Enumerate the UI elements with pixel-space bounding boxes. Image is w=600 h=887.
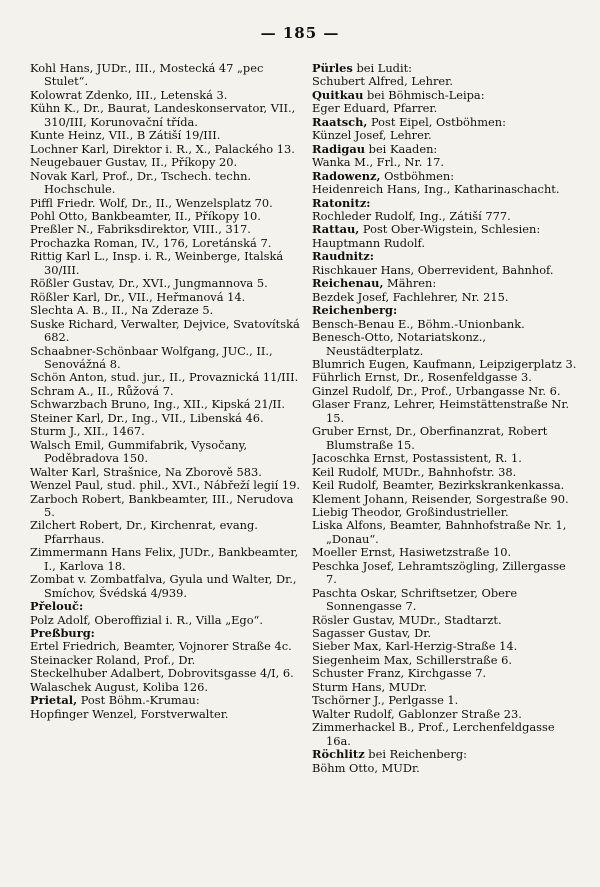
directory-entry: Klement Johann, Reisender, Sorgestraße 90.: [312, 491, 569, 506]
town-heading: [312, 250, 580, 263]
town-name: Ratonitz:: [312, 195, 371, 210]
directory-entry: Steiner Karl, Dr., Ing., VII., Libenská 46.: [30, 410, 264, 425]
town-heading: [312, 143, 580, 156]
directory-entry: Polz Adolf, Oberoffizial i. R., Villa „Ego“.: [30, 612, 264, 627]
directory-entry: Schaabner-Schönbaar Wolfgang, JUC., II., Senovážná 8.: [30, 343, 273, 371]
town-name: Reichenau,: [312, 276, 384, 291]
directory-entry: Steinacker Roland, Prof., Dr.: [30, 652, 196, 667]
right-column: [312, 62, 580, 875]
directory-entry: Novak Karl, Prof., Dr., Tschech. techn. Hochschule.: [30, 168, 252, 197]
directory-entry: Zombat v. Zombatfalva, Gyula und Walter, Dr., Smíchov, Švédská 4/939.: [30, 572, 297, 600]
directory-entry: Pohl Otto, Bankbeamter, II., Příkopy 10.: [30, 208, 261, 223]
directory-entry: Walter Karl, Strašnice, Na Zborově 583.: [30, 464, 262, 479]
directory-entry: Keil Rudolf, Beamter, Bezirkskrankenkassa.: [312, 478, 565, 493]
town-suffix: Post Eipel, Ostböhmen:: [367, 114, 506, 129]
directory-entry: Piffl Friedr. Wolf, Dr., II., Wenzelsplatz 70.: [30, 195, 273, 210]
town-name: Pürles: [312, 62, 353, 75]
directory-entry: Tschörner J., Perlgasse 1.: [312, 693, 459, 708]
directory-entry: Gruber Ernst, Dr., Oberfinanzrat, Robert Blumstraße 15.: [312, 424, 548, 452]
directory-entry: Kühn K., Dr., Baurat, Landeskonservator, VII., 310/III, Korunovační třída.: [30, 101, 296, 129]
directory-entry: Rittig Karl L., Insp. i. R., Weinberge, Italská 30/III.: [30, 249, 284, 277]
town-name: Rattau,: [312, 222, 360, 237]
directory-entry: Ginzel Rudolf, Dr., Prof., Urbangasse Nr. 6.: [312, 383, 561, 398]
directory-entry: Wanka M., Frl., Nr. 17.: [312, 155, 445, 170]
town-suffix: bei Ludit:: [352, 62, 413, 75]
directory-entry: Rößler Karl, Dr., VII., Heřmanová 14.: [30, 289, 246, 304]
directory-entry: Schön Anton, stud. jur., II., Provaznická 11/III.: [30, 370, 299, 385]
directory-entry: Preßler N., Fabriksdirektor, VIII., 317.: [30, 222, 251, 237]
town-name: Raatsch,: [312, 114, 368, 129]
town-heading: [312, 304, 580, 317]
directory-entry: Keil Rudolf, MUDr., Bahnhofstr. 38.: [312, 464, 517, 479]
directory-entry: Moeller Ernst, Hasiwetzstraße 10.: [312, 545, 512, 560]
directory-entry: Heidenreich Hans, Ing., Katharinaschacht.: [312, 182, 560, 197]
directory-entry: Neugebauer Gustav, II., Příkopy 20.: [30, 155, 238, 170]
directory-entry: Bensch-Benau E., Böhm.-Unionbank.: [312, 316, 525, 331]
directory-entry: Bezdek Josef, Fachlehrer, Nr. 215.: [312, 289, 509, 304]
town-name: Přelouč:: [30, 599, 84, 614]
town-name: Quitkau: [312, 87, 364, 102]
directory-entry: Walter Rudolf, Gablonzer Straße 23.: [312, 706, 522, 721]
town-heading: [312, 62, 580, 75]
page-number: — 185 —: [260, 24, 340, 42]
directory-entry: Zimmermann Hans Felix, JUDr., Bankbeamter, I., Karlova 18.: [30, 545, 299, 573]
left-column: [30, 62, 300, 875]
town-name: Raudnitz:: [312, 249, 374, 264]
directory-entry: Zimmerhackel B., Prof., Lerchenfeldgasse 16a.: [312, 720, 555, 748]
directory-entry: Benesch-Otto, Notariatskonz., Neustädterplatz.: [312, 330, 487, 358]
town-heading: [312, 197, 580, 210]
directory-entry: Sagasser Gustav, Dr.: [312, 626, 432, 641]
directory-entry: Sturm J., XII., 1467.: [30, 424, 145, 439]
directory-entry: Zarboch Robert, Bankbeamter, III., Nerudova 5.: [30, 491, 294, 519]
directory-entry: Ertel Friedrich, Beamter, Vojnorer Straße 4c.: [30, 639, 292, 654]
directory-entry: Sturm Hans, MUDr.: [312, 679, 427, 694]
town-suffix: bei Böhmisch-Leipa:: [363, 87, 485, 102]
directory-entry: Sieber Max, Karl-Herzig-Straße 14.: [312, 639, 518, 654]
directory-entry: Kohl Hans, JUDr., III., Mostecká 47 „pec Stulet“.: [30, 62, 264, 89]
directory-entry: Führlich Ernst, Dr., Rosenfeldgasse 3.: [312, 370, 532, 385]
town-heading: [312, 89, 580, 102]
directory-entry: Blumrich Eugen, Kaufmann, Leipzigerplatz 3.: [312, 356, 577, 371]
town-heading: [312, 170, 580, 183]
directory-entry: Liska Alfons, Beamter, Bahnhofstraße Nr. 1, „Donau“.: [312, 518, 567, 546]
directory-entry: Rösler Gustav, MUDr., Stadtarzt.: [312, 612, 502, 627]
directory-entry: Kolowrat Zdenko, III., Letenská 3.: [30, 87, 228, 102]
town-name: Preßburg:: [30, 626, 95, 641]
directory-entry: Walsch Emil, Gummifabrik, Vysočany, Poděbradova 150.: [30, 437, 248, 466]
directory-entry: Siegenheim Max, Schillerstraße 6.: [312, 652, 512, 667]
directory-entry: Eger Eduard, Pfarrer.: [312, 101, 438, 116]
directory-entry: Slechta A. B., II., Na Zderaze 5.: [30, 303, 214, 318]
directory-entry: Glaser Franz, Lehrer, Heimstättenstraße Nr. 15.: [312, 397, 570, 425]
directory-entry: Jacoschka Ernst, Postassistent, R. 1.: [312, 451, 522, 466]
town-suffix: Ostböhmen:: [380, 168, 455, 183]
left-towns: [30, 600, 300, 721]
town-name: Radigau: [312, 141, 366, 156]
directory-entry: Rochleder Rudolf, Ing., Zátiší 777.: [312, 208, 511, 223]
town-heading: [312, 277, 580, 290]
town-heading: [312, 748, 580, 761]
town-suffix: bei Reichenberg:: [364, 747, 467, 762]
directory-entry: Böhm Otto, MUDr.: [312, 760, 420, 775]
directory-entry: Schwarzbach Bruno, Ing., XII., Kipská 21/II.: [30, 397, 286, 412]
directory-entry: Schuster Franz, Kirchgasse 7.: [312, 666, 487, 681]
town-heading: [30, 694, 300, 707]
directory-entry: Suske Richard, Verwalter, Dejvice, Svatovítská 682.: [30, 316, 300, 345]
left-entries: [30, 62, 300, 600]
directory-entry: Schubert Alfred, Lehrer.: [312, 74, 453, 89]
town-heading: [30, 627, 300, 640]
town-name: Röchlitz: [312, 747, 365, 762]
directory-entry: Künzel Josef, Lehrer.: [312, 128, 432, 143]
directory-entry: Walaschek August, Koliba 126.: [30, 679, 209, 694]
town-suffix: Post Böhm.-Krumau:: [77, 693, 200, 708]
directory-entry: Rischkauer Hans, Oberrevident, Bahnhof.: [312, 262, 554, 277]
town-name: Radowenz,: [312, 168, 381, 183]
town-suffix: bei Kaaden:: [365, 141, 438, 156]
directory-entry: Zilchert Robert, Dr., Kirchenrat, evang. Pfarrhaus.: [30, 518, 258, 546]
town-name: Reichenberg:: [312, 303, 398, 318]
directory-entry: Prochazka Roman, IV., 176, Loretánská 7.: [30, 235, 272, 250]
town-name: Prietal,: [30, 693, 78, 708]
town-heading: [312, 223, 580, 236]
town-heading: [312, 116, 580, 129]
town-suffix: Post Ober-Wigstein, Schlesien:: [359, 222, 541, 237]
directory-entry: Schram A., II., Růžová 7.: [30, 383, 174, 398]
directory-entry: Kunte Heinz, VII., B Zátiší 19/III.: [30, 128, 221, 143]
directory-entry: Lochner Karl, Direktor i. R., X., Palackého 13.: [30, 141, 295, 156]
directory-entry: Steckelhuber Adalbert, Dobrovitsgasse 4/I, 6.: [30, 666, 294, 681]
directory-entry: Wenzel Paul, stud. phil., XVI., Nábřeží legií 19.: [30, 478, 300, 493]
town-heading: [30, 600, 300, 613]
directory-entry: Hauptmann Rudolf.: [312, 235, 425, 250]
directory-entry: Hopfinger Wenzel, Forstverwalter.: [30, 706, 229, 721]
directory-entry: Liebig Theodor, Großindustrieller.: [312, 504, 509, 519]
directory-entry: Peschka Josef, Lehramtszögling, Zillergasse 7.: [312, 558, 566, 587]
town-suffix: Mähren:: [383, 276, 437, 291]
right-towns: [312, 62, 580, 775]
directory-entry: Paschta Oskar, Schriftsetzer, Obere Sonnengasse 7.: [312, 585, 518, 614]
directory-entry: Rößler Gustav, Dr., XVI., Jungmannova 5.: [30, 276, 268, 291]
